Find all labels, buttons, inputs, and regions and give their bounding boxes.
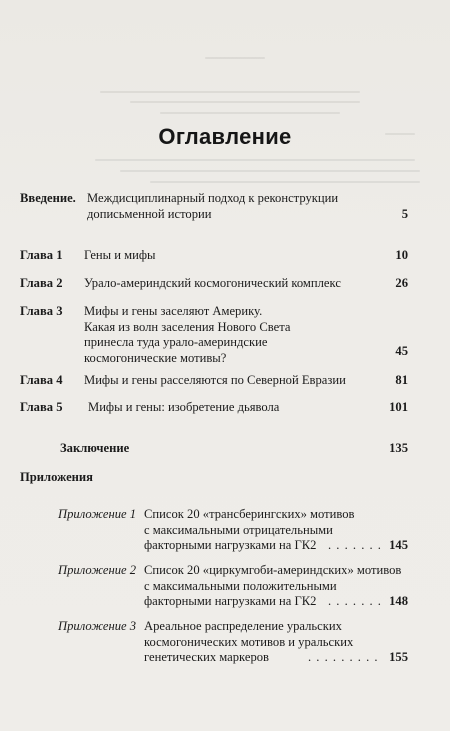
entry-text-line: генетических маркеров [144,650,269,664]
entry-text-line: Урало-америндский космогонический комплекс [84,276,341,290]
toc-entry-appendix-1 [20,507,408,554]
entry-text-line: Список 20 «трансберингских» мотивов [144,507,355,521]
page-number: 101 [389,400,408,414]
entry-text-line: с максимальными отрицательными [144,522,333,537]
entry-text-line: Ареальное распределение уральских [144,619,342,633]
entry-text-line: Список 20 «циркумгоби-америндских» мотивов [144,563,402,577]
entry-text-line: космогонических мотивов и уральских [144,634,354,649]
toc-entry-chapter-2 [20,276,408,292]
toc-entry-chapter-4 [20,373,408,389]
toc-entry-chapter-5 [20,400,408,416]
appendices-heading-text: Приложения [20,470,93,484]
entry-text-line: Мифы и гены заселяют Америку. [84,304,263,318]
entry-label: Глава 5 [20,400,63,414]
page-title: Оглавление [158,124,292,149]
page-number: 5 [401,206,408,221]
page-number: 135 [389,441,408,455]
entry-text-line: принесла туда урало-америндские [84,335,268,349]
entry-label: Введение. [20,191,76,205]
appendices-heading [20,470,408,486]
entry-text-line: с максимальными положительными [144,578,337,593]
entry-text-line: дописьменной истории [87,206,212,221]
entry-text-line: Гены и мифы [84,248,156,262]
toc-entry-chapter-3 [20,304,408,366]
entry-text-line: Какая из волн заселения Нового Света [84,319,291,334]
leader-dots: . . . . . . . [328,594,382,608]
page-number: 145 [389,538,408,552]
toc-entry-intro [20,191,408,225]
bleed-through-text [0,55,450,255]
entry-text-line: Междисциплинарный подход к реконструкции [87,191,339,205]
page-number: 148 [389,594,408,608]
entry-label: Глава 4 [20,373,63,387]
page-number: 10 [395,248,408,262]
entry-label: Глава 2 [20,276,63,290]
page-number: 155 [389,650,408,664]
entry-text-line: космогонические мотивы? [84,350,227,365]
page-number: 26 [395,276,408,290]
entry-label: Приложение 2 [58,563,137,577]
entry-label: Глава 1 [20,248,63,262]
entry-label: Приложение 1 [58,507,137,521]
toc-entry-chapter-1 [20,248,408,264]
entry-label: Заключение [60,441,130,455]
page-number: 81 [395,373,408,387]
entry-label: Глава 3 [20,304,63,318]
leader-dots: . . . . . . . . . [308,650,379,664]
entry-text-line: Мифы и гены расселяются по Северной Евразии [84,373,346,387]
toc-entry-appendix-3 [20,619,408,666]
entry-label: Приложение 3 [58,619,137,633]
leader-dots: . . . . . . . [328,538,382,552]
entry-text-line: факторными нагрузками на ГК2 [144,594,317,608]
toc-entry-conclusion [20,441,408,457]
entry-text-line: Мифы и гены: изобретение дьявола [88,400,280,414]
toc-entry-appendix-2 [20,563,408,610]
page-number: 45 [395,344,408,358]
entry-text-line: факторными нагрузками на ГК2 [144,538,317,552]
